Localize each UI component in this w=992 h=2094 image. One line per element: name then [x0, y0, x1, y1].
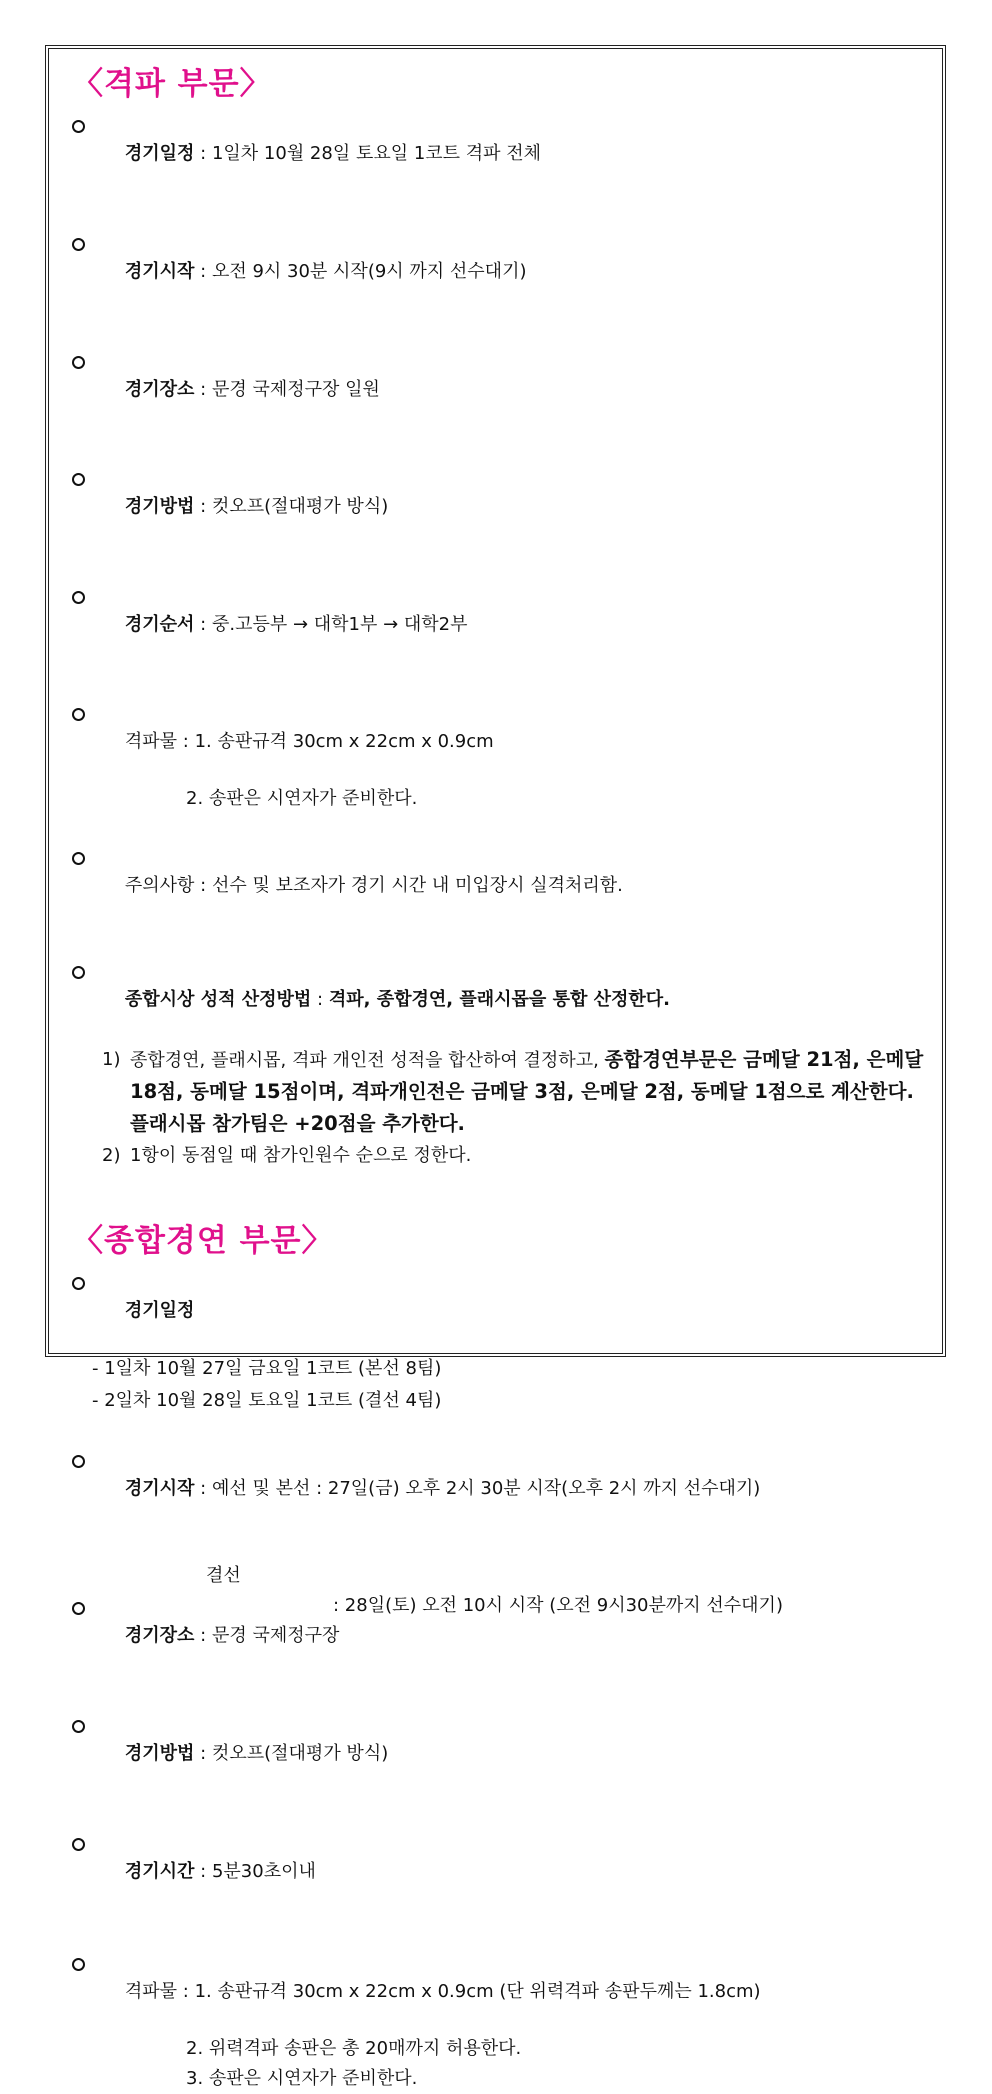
award-rule-2: 2) 1항이 동점일 때 참가인원수 순으로 정한다. — [102, 1145, 472, 1166]
breaking-caution: 주의사항 : 선수 및 보조자가 경기 시간 내 미입장시 실격처리함. — [72, 844, 924, 928]
combined-material-line2: 2. 위력격파 송판은 총 20매까지 허용한다. — [186, 2038, 522, 2059]
circle-bullet-icon — [72, 1720, 85, 1733]
breaking-method: 경기방법 : 컷오프(절대평가 방식) — [72, 465, 924, 549]
combined-start: 경기시작 : 예선 및 본선 : 27일(금) 오후 2시 30분 시작(오후 2시 까지 선수대기) — [72, 1447, 924, 1531]
circle-bullet-icon — [72, 591, 85, 604]
circle-bullet-icon — [72, 1958, 85, 1971]
combined-time: 경기시간 : 5분30초이내 — [72, 1830, 924, 1914]
circle-bullet-icon — [72, 356, 85, 369]
breaking-venue: 경기장소 : 문경 국제정구장 일원 — [72, 348, 924, 432]
combined-material: 격파물 : 1. 송판규격 30cm x 22cm x 0.9cm (단 위력격파 송판두께는 1.8cm) — [72, 1950, 924, 2034]
award-method: 종합시상 성적 산정방법 : 격파, 종합경연, 플래시몹을 통합 산정한다. — [72, 958, 924, 1042]
combined-method: 경기방법 : 컷오프(절대평가 방식) — [72, 1712, 924, 1796]
document-body — [72, 62, 924, 2094]
combined-start-final: 결선 : 28일(토) 오전 10시 시작 (오전 9시30분까지 선수대기) — [206, 1565, 783, 1616]
circle-bullet-icon — [72, 473, 85, 486]
circle-bullet-icon — [72, 1838, 85, 1851]
circle-bullet-icon — [72, 966, 85, 979]
circle-bullet-icon — [72, 1277, 85, 1290]
circle-bullet-icon — [72, 120, 85, 133]
breaking-order: 경기순서 : 중.고등부 → 대학1부 → 대학2부 — [72, 583, 924, 667]
circle-bullet-icon — [72, 708, 85, 721]
combined-schedule: 경기일정 — [72, 1269, 924, 1353]
breaking-schedule: 경기일정 : 1일차 10월 28일 토요일 1코트 격파 전체 — [72, 112, 924, 196]
circle-bullet-icon — [72, 852, 85, 865]
combined-venue: 경기장소 : 문경 국제정구장 — [72, 1594, 924, 1678]
circle-bullet-icon — [72, 1602, 85, 1615]
breaking-material: 격파물 : 1. 송판규격 30cm x 22cm x 0.9cm — [72, 700, 924, 784]
combined-schedule-day1: - 1일차 10월 27일 금요일 1코트 (본선 8팀) — [92, 1358, 442, 1379]
circle-bullet-icon — [72, 238, 85, 251]
combined-material-line3: 3. 송판은 시연자가 준비한다. — [186, 2068, 418, 2089]
combined-schedule-day2: - 2일차 10월 28일 토요일 1코트 (결선 4팀) — [92, 1390, 442, 1411]
breaking-start: 경기시작 : 오전 9시 30분 시작(9시 까지 선수대기) — [72, 230, 924, 314]
section-title-breaking: 〈격파 부문〉 — [72, 66, 272, 102]
section-title-combined: 〈종합경연 부문〉 — [72, 1223, 334, 1259]
award-rule-1: 1) 종합경연, 플래시몹, 격파 개인전 성적을 합산하여 결정하고, 종합경연부문은 금메달 21점, 은메달 18점, 동메달 15점이며, 격파개인전은 금메달 3점, 은메달 2점, 동메달 1점으로 계산한다. 플래시몹 참가팀은 +20점을 추가한다. — [102, 1048, 924, 1135]
circle-bullet-icon — [72, 1455, 85, 1468]
breaking-material-line2: 2. 송판은 시연자가 준비한다. — [186, 788, 418, 809]
